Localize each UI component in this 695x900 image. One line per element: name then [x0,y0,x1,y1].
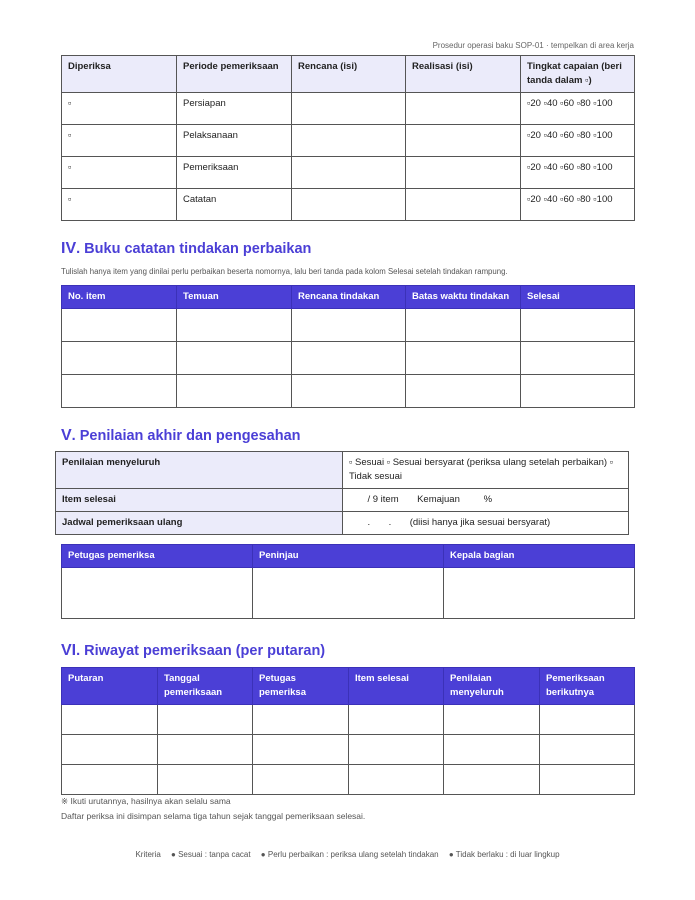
legend-item-needs-fix: ● Perlu perbaikan : periksa ulang setelah tindakan [260,850,439,859]
section-title-text: . Buku catatan tindakan perbaikan [76,241,312,257]
section-number: VI [61,642,77,659]
period-cell: Persiapan [177,93,292,125]
section-title-iv [61,240,311,258]
table-row [62,705,635,735]
signature-box[interactable] [444,568,635,619]
actual-cell[interactable] [406,125,521,157]
final-assessment-table [55,451,629,535]
column-header: Diperiksa [62,56,177,93]
table-cell[interactable] [62,765,158,795]
table-cell[interactable] [540,735,635,765]
achievement-cell[interactable]: ▫20 ▫40 ▫60 ▫80 ▫100 [521,93,635,125]
table-row [62,735,635,765]
overall-assessment-options[interactable]: ▫ Sesuai ▫ Sesuai bersyarat (periksa ulang setelah perbaikan) ▫ Tidak sesuai [343,452,629,489]
column-header: Realisasi (isi) [406,56,521,93]
instruction-text: Tulislah hanya item yang dinilai perlu perbaikan beserta nomornya, lalu beri tanda pada kolom Selesai setelah tindakan rampung. [61,267,508,276]
row-label: Penilaian menyeluruh [56,452,343,489]
table-cell[interactable] [444,705,540,735]
column-header: Item selesai [349,668,444,705]
table-row [62,375,635,408]
column-header: Rencana (isi) [292,56,406,93]
signature-box[interactable] [62,568,253,619]
table-row [62,93,635,125]
table-row [56,512,629,535]
section-title-vi [61,642,325,660]
column-header: No. item [62,286,177,309]
table-cell[interactable] [444,765,540,795]
table-cell[interactable] [349,735,444,765]
inspection-history-table [61,667,635,795]
column-header: Peninjau [253,545,444,568]
check-box[interactable]: ▫ [62,157,177,189]
actual-cell[interactable] [406,189,521,221]
table-cell[interactable] [406,309,521,342]
table-cell[interactable] [292,375,406,408]
check-box[interactable]: ▫ [62,189,177,221]
table-cell[interactable] [177,342,292,375]
table-row [56,452,629,489]
reinspection-date-field[interactable]: . . (diisi hanya jika sesuai bersyarat) [343,512,629,535]
column-header: Batas waktu tindakan [406,286,521,309]
actual-cell[interactable] [406,93,521,125]
section-title-v [61,427,301,445]
achievement-cell[interactable]: ▫20 ▫40 ▫60 ▫80 ▫100 [521,157,635,189]
section-title-text: . Riwayat pemeriksaan (per putaran) [76,643,326,659]
column-header: Temuan [177,286,292,309]
legend-label: Kriteria [135,850,161,859]
section-number: V [61,427,72,444]
plan-cell[interactable] [292,93,406,125]
column-header: Rencana tindakan [292,286,406,309]
footnote-retention: Daftar periksa ini disimpan selama tiga tahun sejak tanggal pemeriksaan selesai. [61,811,366,821]
table-cell[interactable] [349,705,444,735]
header-note: Prosedur operasi baku SOP-01 · tempelkan di area kerja [432,41,634,50]
plan-cell[interactable] [292,157,406,189]
table-cell[interactable] [253,705,349,735]
table-cell[interactable] [540,765,635,795]
table-cell[interactable] [521,309,635,342]
column-header: Pemeriksaan berikutnya [540,668,635,705]
column-header: Periode pemeriksaan [177,56,292,93]
section-title-text: . Penilaian akhir dan pengesahan [71,428,301,444]
signature-table [61,544,635,619]
table-row [62,189,635,221]
table-cell[interactable] [406,375,521,408]
row-label: Item selesai [56,489,343,512]
check-box[interactable]: ▫ [62,93,177,125]
achievement-cell[interactable]: ▫20 ▫40 ▫60 ▫80 ▫100 [521,189,635,221]
column-header: Tanggal pemeriksaan [158,668,253,705]
period-cell: Pelaksanaan [177,125,292,157]
table-cell[interactable] [253,735,349,765]
table-cell[interactable] [158,705,253,735]
column-header: Petugas pemeriksa [253,668,349,705]
column-header: Tingkat capaian (beri tanda dalam ▫) [521,56,635,93]
table-row [62,568,635,619]
items-completed-field[interactable]: / 9 item Kemajuan % [343,489,629,512]
legend-item-not-applicable: ● Tidak berlaku : di luar lingkup [448,850,560,859]
signature-box[interactable] [253,568,444,619]
table-cell[interactable] [62,375,177,408]
column-header: Selesai [521,286,635,309]
table-cell[interactable] [158,735,253,765]
table-row [62,342,635,375]
table-cell[interactable] [253,765,349,795]
footnote-order: ※ Ikuti urutannya, hasilnya akan selalu sama [61,796,231,806]
check-box[interactable]: ▫ [62,125,177,157]
period-cell: Catatan [177,189,292,221]
table-cell[interactable] [540,705,635,735]
table-row [62,765,635,795]
table-cell[interactable] [444,735,540,765]
table-row [62,309,635,342]
period-cell: Pemeriksaan [177,157,292,189]
table-cell[interactable] [521,342,635,375]
plan-cell[interactable] [292,125,406,157]
table-header-row [62,545,635,568]
achievement-cell[interactable]: ▫20 ▫40 ▫60 ▫80 ▫100 [521,125,635,157]
corrective-action-table [61,285,635,408]
table-cell[interactable] [62,342,177,375]
column-header: Kepala bagian [444,545,635,568]
inspection-table [61,55,635,221]
criteria-legend [0,850,695,859]
table-cell[interactable] [177,309,292,342]
row-label: Jadwal pemeriksaan ulang [56,512,343,535]
actual-cell[interactable] [406,157,521,189]
table-row [62,125,635,157]
table-row [56,489,629,512]
section-number: IV [61,240,77,257]
legend-item-conform: ● Sesuai : tanpa cacat [171,850,251,859]
table-cell[interactable] [349,765,444,795]
column-header: Petugas pemeriksa [62,545,253,568]
column-header: Penilaian menyeluruh [444,668,540,705]
column-header: Putaran [62,668,158,705]
table-cell[interactable] [521,375,635,408]
table-header-row [62,286,635,309]
table-cell[interactable] [62,705,158,735]
table-header-row [62,56,635,93]
table-cell[interactable] [177,375,292,408]
table-cell[interactable] [158,765,253,795]
table-cell[interactable] [292,309,406,342]
plan-cell[interactable] [292,189,406,221]
table-cell[interactable] [292,342,406,375]
table-cell[interactable] [406,342,521,375]
table-row [62,157,635,189]
table-cell[interactable] [62,735,158,765]
table-cell[interactable] [62,309,177,342]
table-header-row [62,668,635,705]
